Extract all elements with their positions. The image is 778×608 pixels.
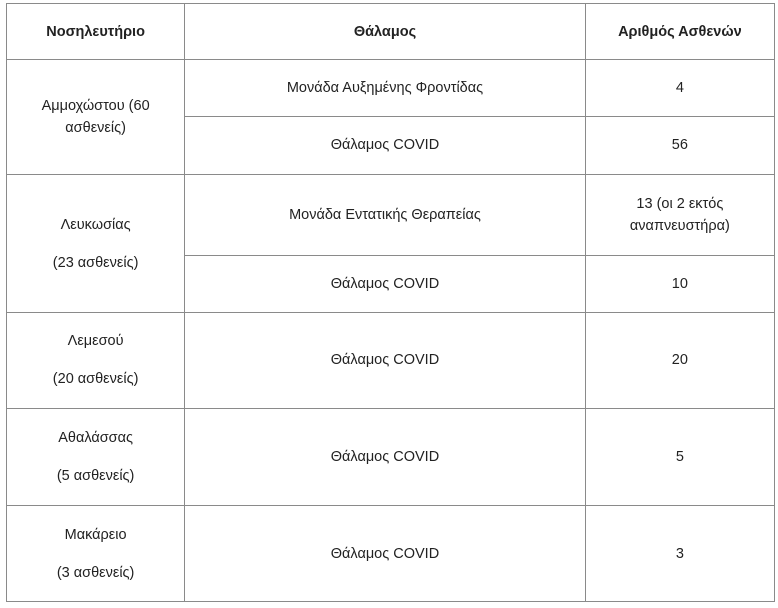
table-header-row <box>7 4 775 60</box>
patients-cell: 10 <box>585 256 774 313</box>
ward-cell: Θάλαμος COVID <box>185 256 586 313</box>
hospital-label: Αθαλάσσας <box>58 430 134 447</box>
hospital-cell-limassol <box>7 313 185 409</box>
hospital-label: Αμμοχώστου (60 ασθενείς) <box>41 97 150 136</box>
table-row <box>7 313 775 409</box>
spacer <box>13 546 178 562</box>
patients-cell: 56 <box>585 116 774 174</box>
patients-cell: 3 <box>585 506 774 602</box>
hospital-patients-table <box>6 3 775 602</box>
header-ward: Θάλαμος <box>185 4 586 60</box>
ward-cell: Θάλαμος COVID <box>185 506 586 602</box>
patients-cell: 20 <box>585 313 774 409</box>
ward-cell: Θάλαμος COVID <box>185 408 586 506</box>
table-row <box>7 174 775 255</box>
hospital-cell-famagusta <box>7 60 185 175</box>
hospital-label: Μακάρειο <box>64 526 127 543</box>
hospital-patient-count: (3 ασθενείς) <box>56 564 135 581</box>
hospital-cell-nicosia <box>7 174 185 312</box>
hospital-patient-count: (23 ασθενείς) <box>52 254 139 271</box>
header-patients: Αριθμός Ασθενών <box>585 4 774 60</box>
table-row <box>7 408 775 506</box>
header-hospital: Νοσηλευτήριο <box>7 4 185 60</box>
hospital-patient-count: (5 ασθενείς) <box>56 468 135 485</box>
patients-cell: 5 <box>585 408 774 506</box>
ward-cell: Θάλαμος COVID <box>185 116 586 174</box>
ward-cell: Μονάδα Εντατικής Θεραπείας <box>185 174 586 255</box>
spacer <box>13 449 178 465</box>
table-row <box>7 60 775 117</box>
hospital-patient-count: (20 ασθενείς) <box>52 371 139 388</box>
hospital-cell-makareio <box>7 506 185 602</box>
hospital-label: Λεμεσού <box>67 333 124 350</box>
ward-cell: Θάλαμος COVID <box>185 313 586 409</box>
patients-cell: 13 (οι 2 εκτός αναπνευστήρα) <box>585 174 774 255</box>
spacer <box>13 236 178 252</box>
hospital-label: Λευκωσίας <box>60 216 131 233</box>
spacer <box>13 352 178 368</box>
table-row <box>7 506 775 602</box>
patients-cell: 4 <box>585 60 774 117</box>
ward-cell: Μονάδα Αυξημένης Φροντίδας <box>185 60 586 117</box>
hospital-cell-athalassa <box>7 408 185 506</box>
